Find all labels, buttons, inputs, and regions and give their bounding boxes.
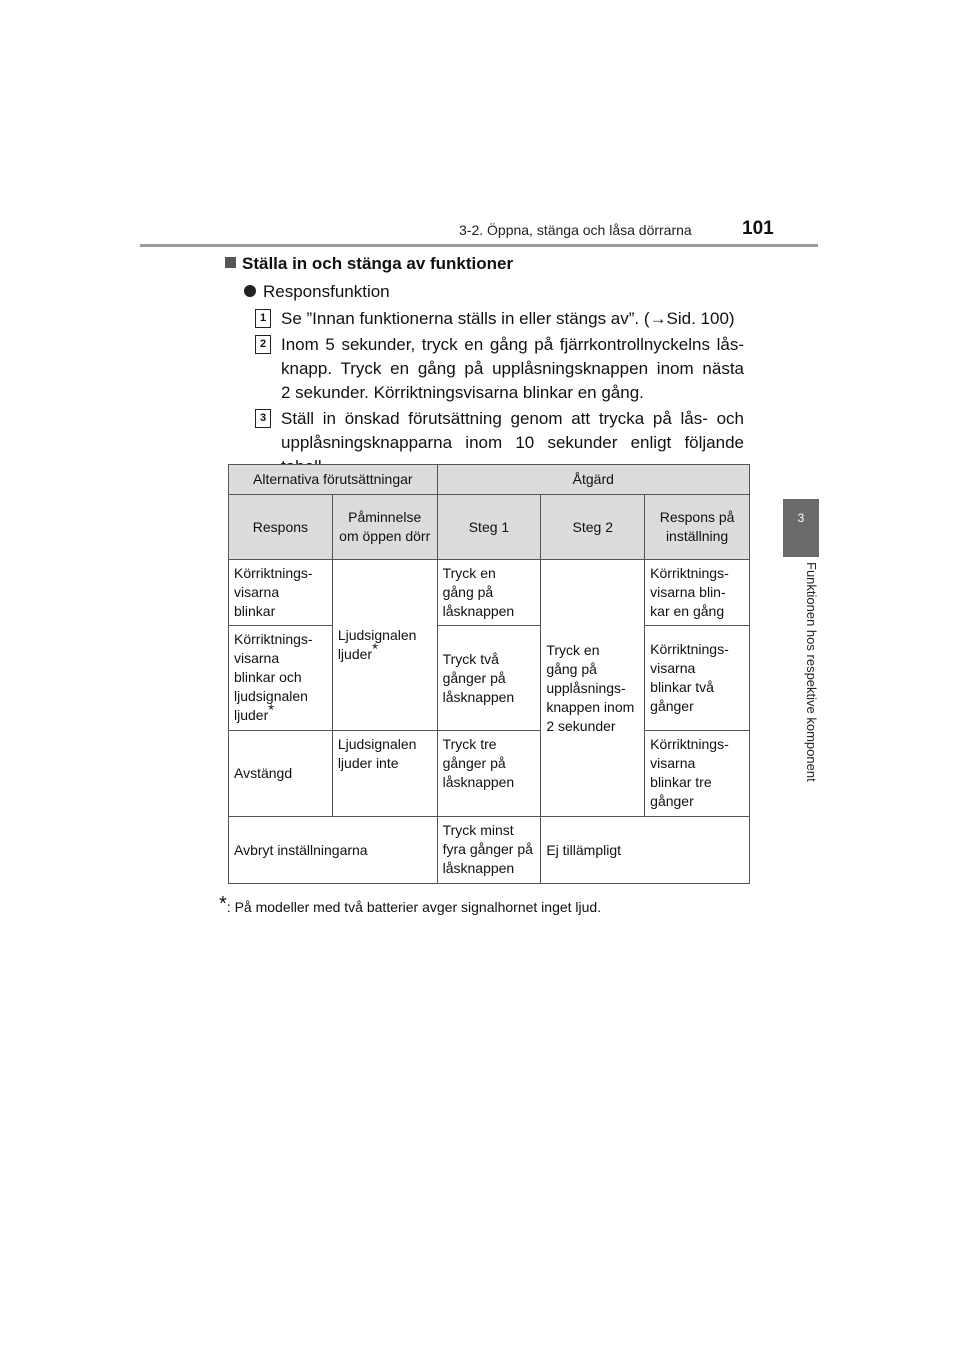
footnote-marker: * (219, 893, 227, 915)
page-number: 101 (742, 218, 774, 239)
cell-step1: Tryck tre gånger på låsknappen (437, 731, 541, 817)
footnote (219, 893, 601, 916)
reminder-text: Ljudsignalen ljuder (337, 627, 417, 662)
header-alternative-conditions: Alternativa förutsättningar (229, 465, 438, 495)
response-text: Körriktnings- visarna blinkar och ljudsignalen ljuder (234, 631, 313, 723)
cell-cancel-step1: Tryck minst fyra gånger på låsknappen (437, 817, 541, 884)
col-response-setting: Respons på inställning (645, 495, 750, 560)
header-action: Åtgärd (437, 465, 749, 495)
col-reminder: Påminnelse om öppen dörr (332, 495, 437, 560)
cell-step1: Tryck två gånger på låsknappen (437, 626, 541, 731)
circle-bullet-icon (244, 285, 256, 297)
asterisk-marker: * (268, 701, 275, 719)
settings-table (228, 464, 750, 884)
cell-result: Körriktnings- visarna blin- kar en gång (645, 560, 750, 626)
cell-cancel-label: Avbryt inställningarna (229, 817, 438, 884)
step-1-line: Se ”Innan funktionerna ställs in eller stängs av”. (→Sid. 100) (281, 309, 735, 328)
cell-step2: Tryck en gång på upplåsnings- knappen inom 2 sekunder (541, 560, 645, 817)
step-text-1 (281, 307, 744, 331)
cell-reminder (332, 560, 437, 731)
asterisk-marker: * (372, 640, 378, 658)
square-bullet-icon (225, 257, 236, 268)
step-number-3: 3 (255, 409, 271, 428)
col-response: Respons (229, 495, 333, 560)
section-heading (225, 254, 513, 274)
cell-reminder: Ljudsignalen ljuder inte (332, 731, 437, 817)
bullet-item (244, 282, 390, 302)
chapter-label-text: Funktionen hos respektive komponent (804, 562, 819, 782)
step-2-line: knapp. Tryck en gång på upplåsningsknappen inom nästa (281, 359, 744, 378)
cell-cancel-result: Ej tillämpligt (541, 817, 750, 884)
chapter-tab: 3 (783, 499, 819, 557)
cell-response: Körriktnings- visarna blinkar (229, 560, 333, 626)
bullet-text: Responsfunktion (263, 282, 390, 301)
cell-result: Körriktnings- visarna blinkar tre gånger (645, 731, 750, 817)
step-number-2: 2 (255, 335, 271, 354)
cell-response (229, 626, 333, 731)
chapter-side-label (801, 562, 819, 812)
step-2-line: Inom 5 sekunder, tryck en gång på fjärrkontrollnyckelns lås- (281, 335, 744, 354)
col-step1: Steg 1 (437, 495, 541, 560)
cell-result: Körriktnings- visarna blinkar två gånger (645, 626, 750, 731)
cell-step1: Tryck en gång på låsknappen (437, 560, 541, 626)
step-2-line: 2 sekunder. Körriktningsvisarna blinkar en gång. (281, 383, 644, 402)
footnote-text: : På modeller med två batterier avger signalhornet inget ljud. (226, 899, 602, 915)
step-number-1: 1 (255, 309, 271, 328)
step-text-2 (281, 333, 744, 405)
step-3-line: Ställ in önskad förutsättning genom att trycka på lås- och (281, 409, 744, 428)
section-title: 3-2. Öppna, stänga och låsa dörrarna (459, 222, 692, 238)
header-divider (140, 244, 818, 247)
step-3-line: upplåsningsknapparna inom 10 sekunder enligt följande (281, 433, 744, 452)
cell-response: Avstängd (229, 731, 333, 817)
col-step2: Steg 2 (541, 495, 645, 560)
heading-text: Ställa in och stänga av funktioner (242, 254, 514, 273)
